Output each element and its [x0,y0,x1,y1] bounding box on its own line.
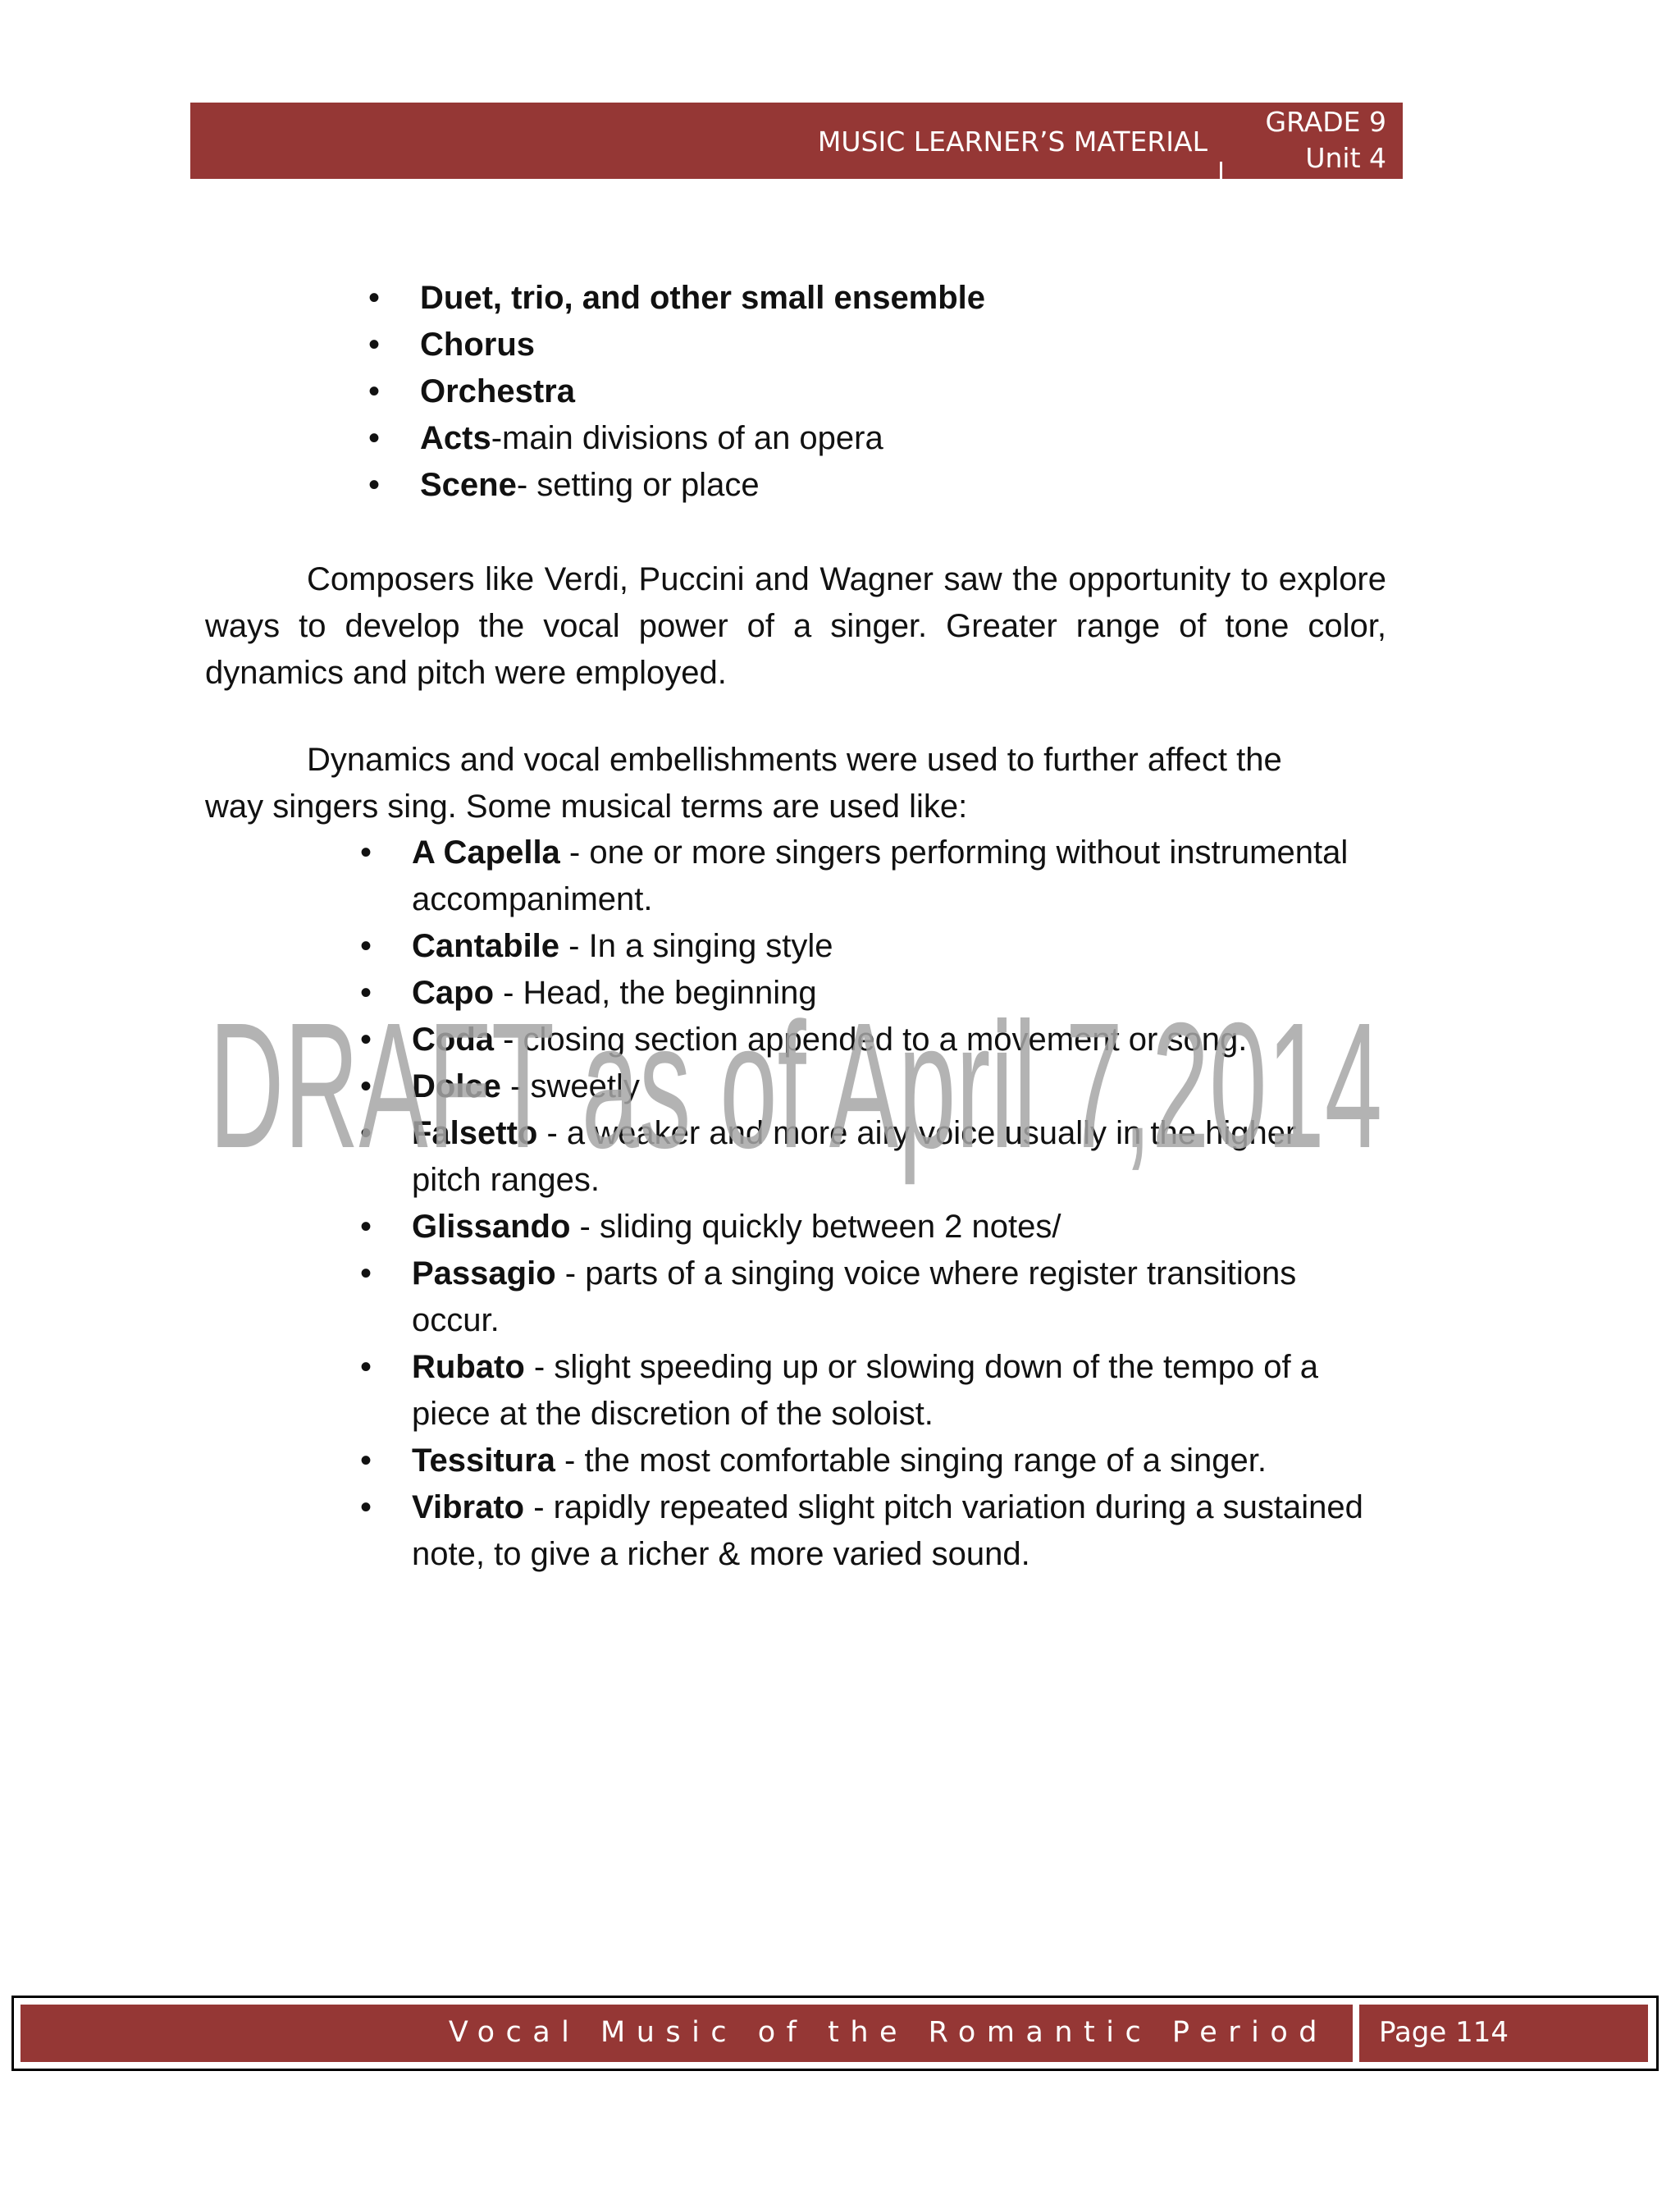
list-item [420,322,1404,368]
term-desc: - slight speeding up or slowing down of the tempo of a piece at the discretion of the soloist. [412,1349,1319,1432]
term-desc: - In a singing style [559,928,833,964]
paragraph-composers [205,556,1386,697]
term: Vibrato [412,1489,525,1525]
list-item [412,830,1372,923]
opera-parts-list [420,275,1404,509]
term: Rubato [412,1349,525,1385]
list-item [412,1438,1372,1484]
term-desc: - one or more singers performing without instrumental accompaniment. [412,834,1349,917]
list-item [412,1017,1372,1063]
term: Acts [420,420,491,456]
term: Falsetto [412,1115,538,1151]
term-desc: - setting or place [516,467,760,503]
term: Dolce [412,1068,501,1104]
term-desc: - a weaker and more airy voice usually in the higher pitch ranges. [412,1115,1297,1198]
term: Glissando [412,1209,571,1245]
list-item [420,368,1404,415]
term: Tessitura [412,1442,555,1479]
list-item [412,1344,1372,1438]
term-desc: - Head, the beginning [494,975,817,1011]
term-desc: - sliding quickly between 2 notes/ [570,1209,1061,1245]
term-desc: - sweetly [500,1068,640,1104]
list-item [412,923,1372,970]
list-item [420,415,1404,462]
term: Orchestra [420,373,575,409]
page-number: Page 114 [1379,2016,1509,2049]
term-desc: -main divisions of an opera [491,420,883,456]
paragraph-line [205,737,1386,784]
term-desc: - closing section appended to a movement or song. [494,1022,1248,1058]
footer-title: Vocal Music of the Romantic Period [448,2016,1328,2049]
header-unit: Unit 4 [1305,142,1386,174]
footer-title-band [21,2005,1353,2062]
list-item [412,1063,1372,1110]
term-desc: - the most comfortable singing range of a singer. [555,1442,1267,1479]
footer-page-band [1359,2005,1648,2062]
term: Chorus [420,327,535,363]
list-item [412,1250,1372,1344]
page-footer [11,1996,1659,2071]
watermark-text: DRAFT as of April 7,2014 [209,986,1382,1186]
page-header [190,103,1403,179]
musical-terms-list [412,830,1372,1578]
list-item [412,1110,1372,1204]
paragraph-text: Dynamics and vocal embellishments were used to further affect the [307,742,1282,778]
header-title: MUSIC LEARNER’S MATERIAL [817,126,1208,158]
header-grade: GRADE 9 [1265,106,1386,138]
term: Scene [420,467,517,503]
header-divider [1220,162,1222,179]
term-desc: - rapidly repeated slight pitch variation during a sustained note, to give a richer & more varied sound. [412,1489,1363,1572]
paragraph-line: way singers sing. Some musical terms are used like: [205,789,968,825]
term: Cantabile [412,928,560,964]
term: Passagio [412,1255,556,1292]
term: Coda [412,1022,494,1058]
term-desc: - parts of a singing voice where register transitions occur. [412,1255,1297,1338]
term: Capo [412,975,494,1011]
list-item [420,462,1404,509]
list-item [412,970,1372,1017]
list-item [412,1484,1372,1578]
list-item [412,1204,1372,1250]
paragraph-dynamics [205,737,1386,830]
term: A Capella [412,834,560,871]
term: Duet, trio, and other small ensemble [420,280,986,316]
list-item [420,275,1404,322]
paragraph-text: Composers like Verdi, Puccini and Wagner saw the opportunity to explore ways to develop the vocal power of a singer. Greater range of tone color, dynamics and pitch were employed. [205,561,1386,691]
